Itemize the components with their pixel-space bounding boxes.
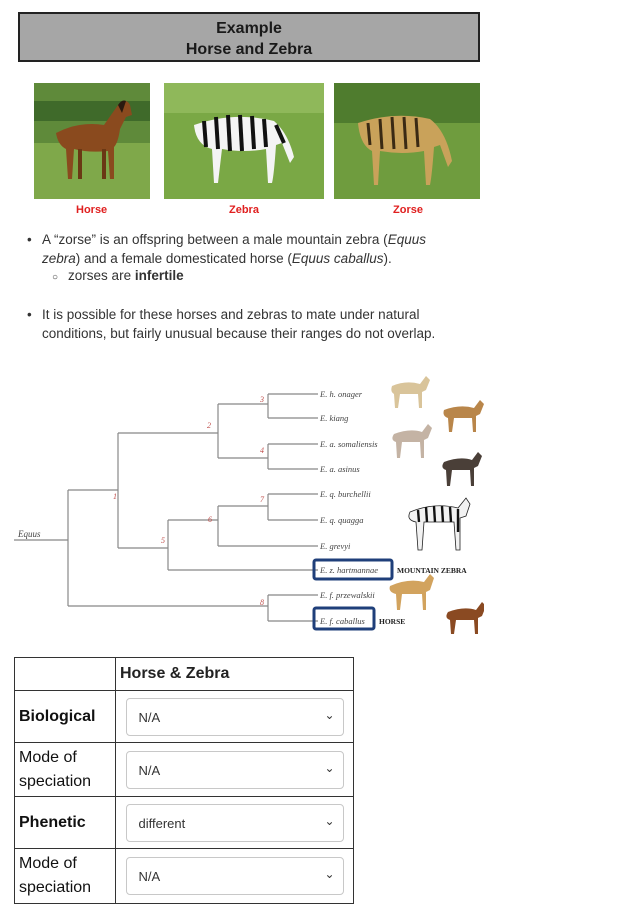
taxon-label: E. f. przewalskii <box>320 590 375 600</box>
select-cell <box>116 691 354 743</box>
title-line-2: Horse and Zebra <box>185 41 313 58</box>
node-label-8: 8 <box>260 598 264 607</box>
przewalski-horse-icon <box>390 574 434 610</box>
node-label-5: 5 <box>161 536 165 545</box>
horse-photo <box>34 83 150 199</box>
donkey-icon <box>442 452 482 486</box>
taxon-label: E. q. quagga <box>320 515 364 525</box>
horse-caption: Horse <box>76 204 108 216</box>
root-label-equus: Equus <box>18 529 41 539</box>
table-row <box>15 797 354 849</box>
select-cell <box>116 743 354 797</box>
example-title-box <box>18 12 480 62</box>
bullet-zorse-definition <box>27 230 482 268</box>
node-label-4: 4 <box>260 446 264 455</box>
row-label-mode-of-speciation: Mode of speciation <box>15 743 116 797</box>
onager-icon <box>391 376 430 408</box>
select-cell <box>116 797 354 849</box>
concept-comparison-table <box>14 657 354 904</box>
node-label-2: 2 <box>207 421 211 430</box>
zebra-icon <box>409 498 470 550</box>
taxon-label: E. a. somaliensis <box>320 439 378 449</box>
taxon-label: E. grevyi <box>320 541 351 551</box>
bullet-1-line-2: zebra) and a female domesticated horse (Equus caballus). <box>42 251 392 266</box>
somali-wild-ass-icon <box>392 424 432 458</box>
chevron-down-icon: ⌄ <box>324 867 335 881</box>
taxon-label: E. q. burchellii <box>320 489 371 499</box>
taxon-label-mountain-zebra: E. z. hartmannae <box>320 565 379 575</box>
bullet-dot: • <box>27 307 32 322</box>
zorse-caption: Zorse <box>393 204 423 216</box>
taxon-label: E. kiang <box>320 413 349 423</box>
table-row <box>15 849 354 904</box>
bullet-2-line-1: It is possible for these horses and zebras to mate under natural <box>42 307 420 322</box>
zebra-caption: Zebra <box>229 204 259 216</box>
select-value: N/A <box>138 762 161 778</box>
sub-bullet-circle: ○ <box>52 272 59 283</box>
mountain-zebra-label: MOUNTAIN ZEBRA <box>397 566 467 575</box>
zebra-photo <box>164 83 324 199</box>
row-label-biological: Biological <box>15 691 116 743</box>
mode-of-speciation-select-1[interactable] <box>126 751 344 789</box>
mode-of-speciation-select-2[interactable] <box>126 857 344 895</box>
bullet-1-line-1: A “zorse” is an offspring between a male mountain zebra (Equus <box>42 232 426 247</box>
title-line-1: Example <box>216 20 282 37</box>
table-row <box>15 743 354 797</box>
node-label-3: 3 <box>260 395 264 404</box>
select-value: different <box>138 815 186 831</box>
bullet-2-line-2: conditions, but fairly unusual because their ranges do not overlap. <box>42 326 436 341</box>
table-corner-cell <box>15 658 116 691</box>
node-label-7: 7 <box>260 495 264 504</box>
table-row <box>15 691 354 743</box>
taxon-label: E. h. onager <box>320 389 363 399</box>
table-header-horse-zebra: Horse & Zebra <box>116 658 354 691</box>
row-label-phenetic: Phenetic <box>15 797 116 849</box>
equus-phylogeny-tree <box>14 372 484 642</box>
row-label-mode-of-speciation: Mode of speciation <box>15 849 116 904</box>
select-cell <box>116 849 354 904</box>
node-label-1: 1 <box>113 492 117 501</box>
bullet-natural-conditions <box>27 305 482 343</box>
sub-bullet-infertile: ○ zorses are infertile <box>52 268 184 283</box>
kiang-icon <box>444 400 485 432</box>
taxon-label-horse: E. f. caballus <box>320 616 365 626</box>
biological-select[interactable] <box>126 698 344 736</box>
taxon-label: E. a. asinus <box>320 464 360 474</box>
chevron-down-icon: ⌄ <box>324 760 335 775</box>
bullet-dot: • <box>27 232 32 247</box>
chevron-down-icon: ⌄ <box>324 707 335 722</box>
select-value: N/A <box>138 709 161 725</box>
zorse-photo <box>334 83 480 199</box>
chevron-down-icon: ⌄ <box>324 813 335 828</box>
phenetic-select[interactable] <box>126 804 344 842</box>
select-value: N/A <box>138 869 161 884</box>
domestic-horse-icon <box>446 602 484 634</box>
horse-label: HORSE <box>379 617 406 626</box>
node-label-6: 6 <box>208 515 212 524</box>
